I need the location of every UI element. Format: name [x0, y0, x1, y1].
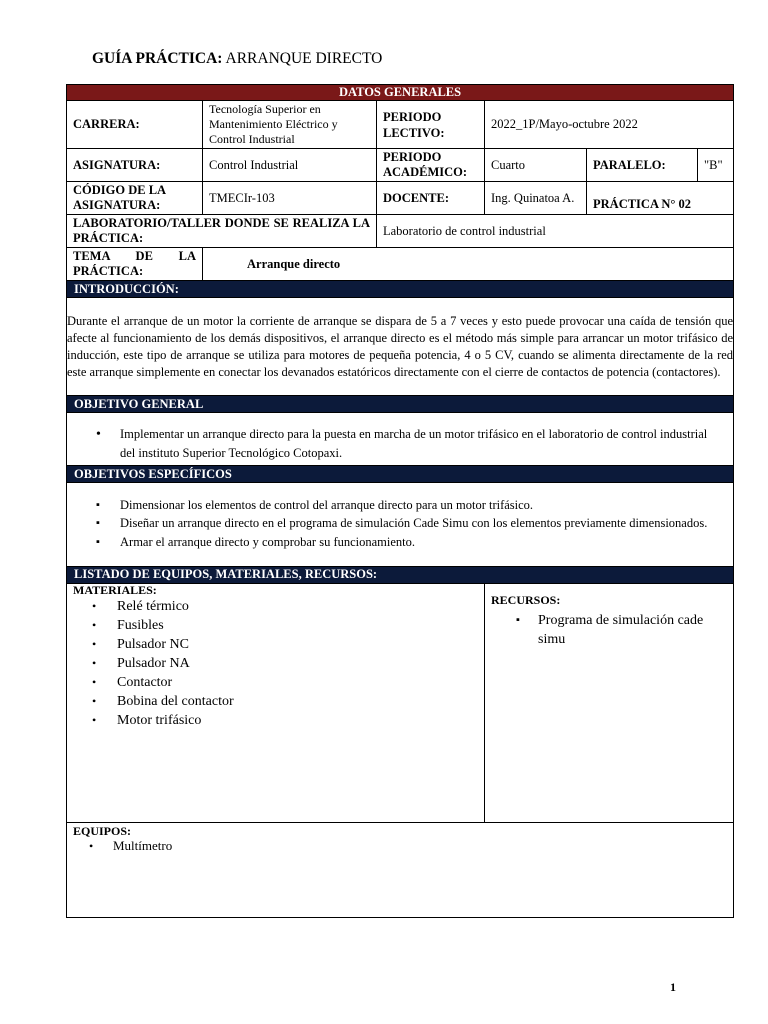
laboratorio-label: LABORATORIO/TALLER DONDE SE REALIZA LA PRÁCTICA:: [67, 215, 377, 248]
page-number: 1: [670, 980, 676, 994]
list-item: • Contactor: [117, 673, 484, 692]
list-item: ▪ Programa de simulación cade simu: [538, 611, 733, 649]
recursos-section: [485, 583, 734, 822]
laboratorio-value: Laboratorio de control industrial: [377, 215, 734, 248]
paralelo-value: "B": [698, 149, 734, 182]
list-item: • Fusibles: [117, 616, 484, 635]
list-item: ▪ Dimensionar los elementos de control del arranque directo para un motor trifásico.: [120, 497, 723, 515]
recursos-label: RECURSOS:: [491, 592, 561, 607]
objetivo-general-heading: OBJETIVO GENERAL: [67, 396, 734, 413]
equipos-label: EQUIPOS:: [73, 823, 132, 838]
practica-number: PRÁCTICA N° 02: [587, 182, 734, 215]
list-item: • Pulsador NC: [117, 635, 484, 654]
listado-heading: LISTADO DE EQUIPOS, MATERIALES, RECURSOS:: [67, 566, 734, 583]
paralelo-label: PARALELO:: [587, 149, 698, 182]
list-item: • Bobina del contactor: [117, 692, 484, 711]
introduccion-text: Durante el arranque de un motor la corriente de arranque se dispara de 5 a 7 veces y esto puede provocar una caída de tensión que afecte al funcionamiento de los demás dispositivos, el arranque directo es el método más simple para arrancar un motor trifásico de inducción, este tipo de arranque se utiliza para motores de pequeña potencia, 4 o 5 CV, cuando se alimenta directamente de la red este arranque simplemente en conectar los devanados estatóricos directamente con el cierre de contactos de potencia (contactores).: [67, 298, 734, 396]
codigo-value: TMECIr-103: [203, 182, 377, 215]
objetivos-especificos-list: [120, 497, 723, 552]
title-text: ARRANQUE DIRECTO: [225, 50, 383, 67]
tema-value: Arranque directo: [203, 248, 734, 281]
docente-value: Ing. Quinatoa A.: [485, 182, 587, 215]
tema-label: TEMA DE LA PRÁCTICA:: [67, 248, 203, 281]
datos-generales-heading: DATOS GENERALES: [67, 85, 734, 101]
periodo-academico-label: PERIODO ACADÉMICO:: [377, 149, 485, 182]
page-title: [92, 50, 382, 68]
objetivo-general-section: [67, 413, 734, 466]
carrera-label: CARRERA:: [67, 101, 203, 149]
docente-label: DOCENTE:: [377, 182, 485, 215]
periodo-lectivo-value: 2022_1P/Mayo-octubre 2022: [485, 101, 734, 149]
list-item: • Implementar un arranque directo para la puesta en marcha de un motor trifásico en el laboratorio de control industrial del instituto Superior Tecnológico Cotopaxi.: [120, 425, 723, 463]
list-item: ▪ Armar el arranque directo y comprobar su funcionamiento.: [120, 534, 723, 552]
list-item: ▪ Diseñar un arranque directo en el programa de simulación Cade Simu con los elementos previamente dimensionados.: [120, 515, 723, 533]
list-item: • Multímetro: [113, 838, 733, 854]
materiales-label: MATERIALES:: [73, 582, 157, 597]
codigo-label: CÓDIGO DE LA ASIGNATURA:: [67, 182, 203, 215]
equipos-list: [67, 838, 733, 854]
list-item: • Relé térmico: [117, 597, 484, 616]
asignatura-value: Control Industrial: [203, 149, 377, 182]
materiales-section: [67, 583, 485, 822]
list-item: • Pulsador NA: [117, 654, 484, 673]
asignatura-label: ASIGNATURA:: [67, 149, 203, 182]
equipos-section: [67, 822, 734, 917]
materiales-list: [67, 597, 484, 730]
carrera-value: Tecnología Superior en Mantenimiento Eléctrico y Control Industrial: [203, 101, 377, 149]
objetivos-especificos-section: [67, 483, 734, 567]
objetivos-especificos-heading: OBJETIVOS ESPECÍFICOS: [67, 466, 734, 483]
objetivo-general-list: [120, 425, 723, 463]
guide-table: [66, 84, 734, 918]
introduccion-heading: INTRODUCCIÓN:: [67, 281, 734, 298]
recursos-list: [485, 611, 733, 649]
title-prefix: GUÍA PRÁCTICA:: [92, 50, 223, 67]
list-item: • Motor trifásico: [117, 711, 484, 730]
periodo-lectivo-label: PERIODO LECTIVO:: [377, 101, 485, 149]
periodo-academico-value: Cuarto: [485, 149, 587, 182]
